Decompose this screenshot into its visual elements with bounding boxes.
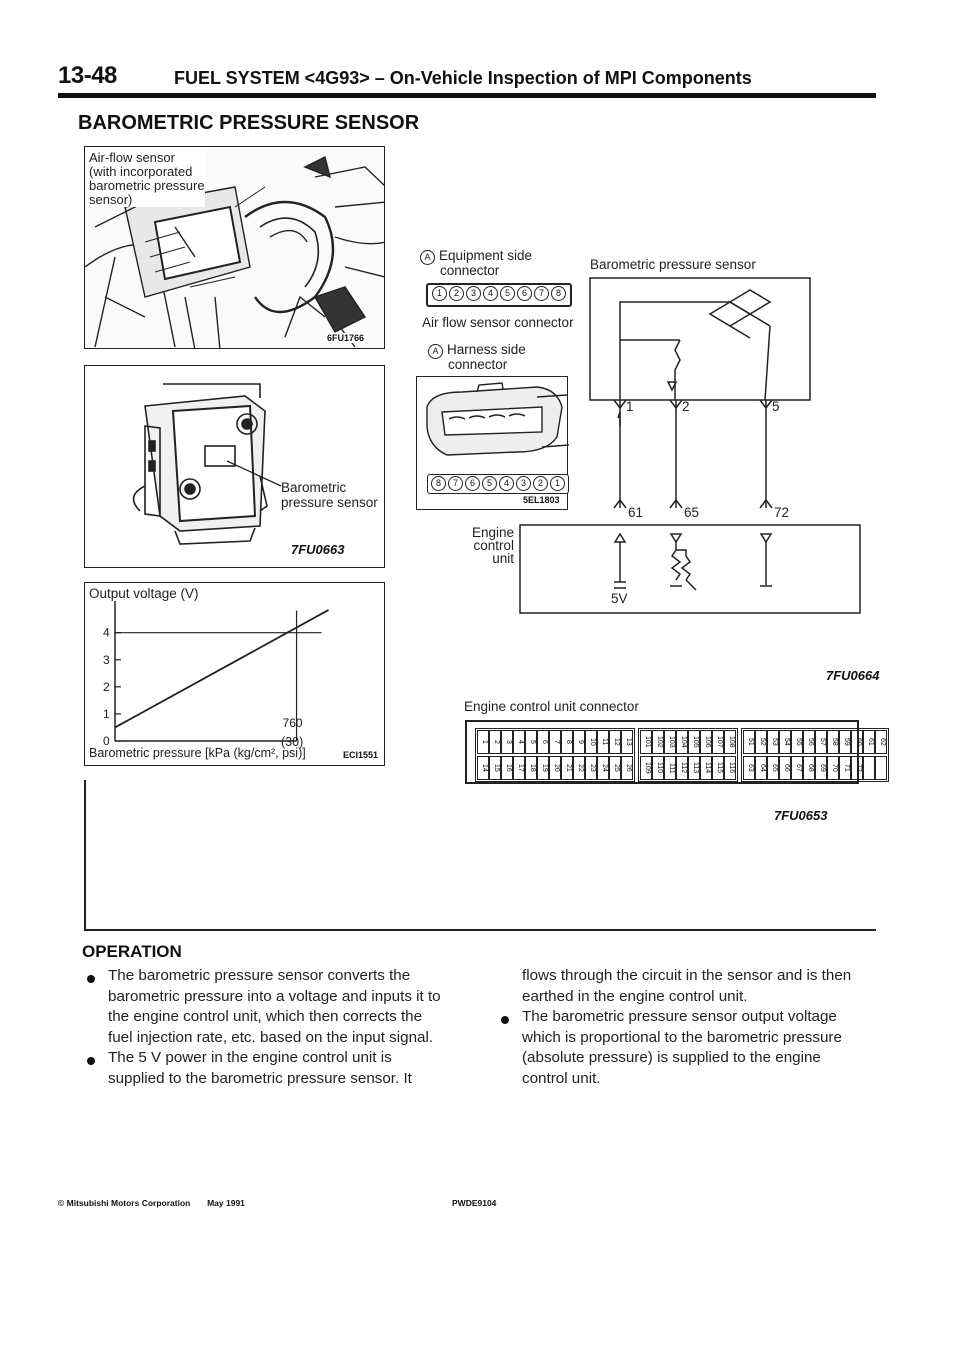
ecu-pin-cell: 25	[609, 756, 621, 780]
circuit-figure-code: 7FU0664	[826, 668, 880, 683]
ecu-pin-row	[640, 730, 736, 754]
ecu-pin-cell: 66	[779, 756, 791, 780]
ecu-label-line3: unit	[492, 551, 515, 566]
chart-x-axis-label: Barometric pressure [kPa (kg/cm², psi)]	[89, 746, 306, 760]
ecu-pin-cell: 2	[489, 730, 501, 754]
ecu-pin-cell: 9	[573, 730, 585, 754]
pin-bottom-61: 61	[628, 505, 644, 520]
circuit-diagram-figure	[400, 240, 890, 690]
op-b2-line1: The 5 V power in the engine control unit is	[108, 1049, 392, 1066]
ecu-pin-group	[741, 728, 889, 782]
airflow-sensor-photo-figure	[84, 146, 385, 349]
ecu-pin-cell: 21	[561, 756, 573, 780]
ecu-pin-cell: 23	[585, 756, 597, 780]
op-b1-line2: barometric pressure into a voltage and inputs it to	[108, 987, 441, 1005]
ecu-connector-pins	[475, 728, 889, 782]
ecu-pin-cell: 67	[791, 756, 803, 780]
ecu-pin-cell: 69	[815, 756, 827, 780]
connector-pin: 7	[448, 476, 463, 491]
ecu-pin-cell: 8	[561, 730, 573, 754]
ecu-pin-cell: 20	[549, 756, 561, 780]
ecu-pin-cell: 15	[489, 756, 501, 780]
ecu-pin-row	[477, 756, 633, 780]
connector-pin: 6	[517, 286, 532, 301]
op-b2-line2: supplied to the barometric pressure sensor. It	[108, 1069, 412, 1087]
op-b3-line3: (absolute pressure) is supplied to the engine	[522, 1049, 821, 1066]
ecu-pin-cell: 61	[863, 730, 875, 754]
connector-pin: 4	[483, 286, 498, 301]
ecu-pin-cell: 111	[664, 756, 676, 780]
connector-pin: 7	[534, 286, 549, 301]
connector-pin: 6	[465, 476, 480, 491]
airflow-connector-title: Air flow sensor connector	[422, 315, 574, 330]
ecu-pin-cell: 5	[525, 730, 537, 754]
ecu-pin-cell: 24	[597, 756, 609, 780]
op-b3-line1: The barometric pressure sensor output voltage	[522, 1008, 837, 1025]
ecu-pin-cell: 114	[700, 756, 712, 780]
ecu-pin-cell: 53	[767, 730, 779, 754]
chart-y-tick-label: 4	[103, 625, 110, 640]
ecu-connector-figure-code: 7FU0653	[774, 808, 828, 823]
connector-pin: 3	[466, 286, 481, 301]
ecu-connector-title: Engine control unit connector	[464, 699, 639, 714]
ecu-pin-cell: 62	[875, 730, 887, 754]
ecu-pin-cell: 12	[609, 730, 621, 754]
op-b3-line2: which is proportional to the barometric pressure	[522, 1028, 842, 1046]
op-b3-line4: control unit.	[522, 1069, 601, 1087]
chart-x-tick-label: 760	[282, 716, 303, 730]
pin-top-2: 2	[682, 399, 690, 414]
ecu-pin-cell: 59	[839, 730, 851, 754]
section-title: BAROMETRIC PRESSURE SENSOR	[78, 112, 420, 134]
chart-y-tick-label: 1	[103, 706, 110, 721]
pin-bottom-65: 65	[684, 505, 700, 520]
ecu-pin-cell: 13	[621, 730, 633, 754]
footer-doc-code: PWDE9104	[452, 1198, 497, 1208]
harness-side-label2: connector	[448, 357, 508, 372]
connector-pin: 2	[449, 286, 464, 301]
ecu-pin-cell: 72	[851, 756, 863, 780]
operation-bullet-1	[87, 975, 95, 983]
ecu-pin-cell: 107	[712, 730, 724, 754]
ecu-pin-cell: 19	[537, 756, 549, 780]
op-cont-line2: earthed in the engine control unit.	[522, 987, 748, 1005]
photo-figure-code: 6FU1766	[327, 333, 365, 343]
ecu-pin-row	[743, 730, 887, 754]
ecu-pin-cell: 110	[652, 756, 664, 780]
connector-pin: 2	[533, 476, 548, 491]
page-header-title: FUEL SYSTEM <4G93> – On-Vehicle Inspection of MPI Components	[174, 68, 752, 88]
ecu-pin-cell: 58	[827, 730, 839, 754]
ecu-pin-cell: 22	[573, 756, 585, 780]
connector-pin: 1	[432, 286, 447, 301]
pin-top-5: 5	[772, 399, 780, 414]
chart-y-axis-label: Output voltage (V)	[89, 586, 199, 601]
ecu-pin-cell: 71	[839, 756, 851, 780]
ecu-pin-cell: 70	[827, 756, 839, 780]
connector-pin: 8	[431, 476, 446, 491]
ecu-pin-cell: 106	[700, 730, 712, 754]
page-number: 13-48	[58, 62, 117, 89]
chart-y-tick-label: 2	[103, 679, 110, 694]
ecu-pin-cell: 105	[688, 730, 700, 754]
ecu-connector-figure	[465, 720, 886, 784]
ecu-pin-cell: 112	[676, 756, 688, 780]
ecu-pin-cell: 7	[549, 730, 561, 754]
photo-label-line1: Air-flow sensor	[89, 150, 175, 165]
footer-copyright: © Mitsubishi Motors Corporation	[58, 1198, 191, 1208]
connector-pin: 4	[499, 476, 514, 491]
output-voltage-chart-figure	[84, 582, 385, 766]
ecu-pin-cell: 57	[815, 730, 827, 754]
op-b1-line4: fuel injection rate, etc. based on the input signal.	[108, 1028, 434, 1046]
ecu-pin-cell: 18	[525, 756, 537, 780]
ecu-pin-cell	[875, 756, 887, 780]
ecu-label-line1: Engine	[472, 525, 515, 540]
ecu-pin-cell: 63	[743, 756, 755, 780]
footer-date: May 1991	[207, 1198, 245, 1208]
ecu-pin-cell: 64	[755, 756, 767, 780]
ecu-pin-cell: 115	[712, 756, 724, 780]
ecu-pin-cell: 113	[688, 756, 700, 780]
chart-svg	[85, 583, 386, 767]
equipment-side-circle-a: A	[420, 250, 435, 265]
ecu-pin-row	[477, 730, 633, 754]
ecu-pin-cell: 102	[652, 730, 664, 754]
sensor-label-line1: Barometric	[281, 480, 347, 495]
circuit-schematic	[400, 240, 890, 690]
ecu-pin-cell: 56	[803, 730, 815, 754]
harness-connector-code: 5EL1803	[523, 495, 560, 505]
ecu-pin-cell: 17	[513, 756, 525, 780]
ecu-pin-cell: 11	[597, 730, 609, 754]
chart-x-marker-psi: (30)	[281, 735, 304, 749]
photo-label-line4: sensor)	[89, 192, 133, 207]
ecu-pin-cell: 1	[477, 730, 489, 754]
ecu-pin-cell: 109	[640, 756, 652, 780]
sensor-circuit-title: Barometric pressure sensor	[590, 257, 756, 272]
ecu-pin-cell: 26	[621, 756, 633, 780]
ecu-pin-cell: 103	[664, 730, 676, 754]
connector-pin: 5	[482, 476, 497, 491]
ecu-pin-cell: 16	[501, 756, 513, 780]
chart-y-tick-label: 0	[103, 734, 110, 748]
pin-bottom-72: 72	[774, 505, 790, 520]
operation-bullet-3	[501, 1016, 509, 1024]
ecu-pin-row	[743, 756, 887, 780]
ecu-pin-group	[475, 728, 635, 782]
figure-area-left-rule	[84, 780, 86, 930]
ecu-label-line2: control	[473, 538, 515, 553]
chart-y-tick-label: 3	[103, 652, 110, 667]
op-b1-line1: The barometric pressure sensor converts the	[108, 967, 411, 984]
ecu-pin-group	[638, 728, 738, 782]
ecu-pin-cell: 104	[676, 730, 688, 754]
figure-area-bottom-rule	[84, 929, 876, 931]
operation-bullet-2	[87, 1057, 95, 1065]
connector-pin: 5	[500, 286, 515, 301]
ecu-pin-cell: 60	[851, 730, 863, 754]
pin-top-1: 1	[626, 399, 634, 414]
ecu-pin-cell: 108	[724, 730, 736, 754]
ecu-pin-cell: 14	[477, 756, 489, 780]
header-rule	[58, 93, 876, 98]
photo-label-line2: (with incorporated	[89, 164, 193, 179]
photo-label-line3: barometric pressure	[89, 178, 205, 193]
ecu-pin-cell: 3	[501, 730, 513, 754]
equipment-side-label: Equipment side	[439, 248, 533, 263]
op-b1-line3: the engine control unit, which then corrects the	[108, 1008, 423, 1025]
ecu-pin-cell: 10	[585, 730, 597, 754]
connector-pin: 8	[551, 286, 566, 301]
ecu-pin-cell: 55	[791, 730, 803, 754]
chart-figure-code: ECI1551	[343, 750, 379, 760]
harness-side-label: Harness side	[447, 342, 526, 357]
operation-title: OPERATION	[82, 942, 182, 961]
ecu-pin-cell: 101	[640, 730, 652, 754]
ecu-pin-cell: 116	[724, 756, 736, 780]
ecu-pin-cell: 54	[779, 730, 791, 754]
barometric-sensor-figure	[84, 365, 385, 568]
sensor-figure-code: 7FU0663	[291, 542, 345, 557]
supply-voltage-label: 5V	[611, 591, 628, 606]
ecu-pin-cell: 4	[513, 730, 525, 754]
harness-side-circle-a: A	[428, 344, 443, 359]
equipment-side-label2: connector	[440, 263, 500, 278]
ecu-pin-cell: 6	[537, 730, 549, 754]
ecu-pin-cell	[863, 756, 875, 780]
connector-pin: 3	[516, 476, 531, 491]
ecu-pin-cell: 51	[743, 730, 755, 754]
airflow-sensor-body-drawing	[85, 366, 386, 569]
ecu-pin-row	[640, 756, 736, 780]
op-cont-line1: flows through the circuit in the sensor and is then	[522, 967, 852, 984]
ecu-pin-cell: 68	[803, 756, 815, 780]
ecu-pin-cell: 65	[767, 756, 779, 780]
connector-pin: 1	[550, 476, 565, 491]
sensor-label-line2: pressure sensor	[281, 495, 378, 510]
ecu-pin-cell: 52	[755, 730, 767, 754]
